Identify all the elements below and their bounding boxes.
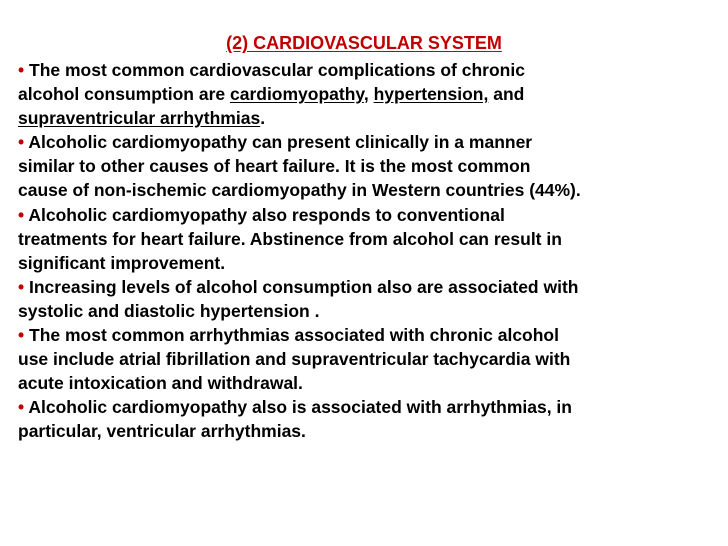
p1-text-1: The most common cardiovascular complications of chronic: [24, 60, 525, 80]
p1-sep: ,: [363, 84, 374, 105]
term-hypertension: hypertension,: [373, 84, 489, 105]
p2-line-1: [18, 130, 718, 154]
p5-line-3: acute intoxication and withdrawal.: [18, 373, 303, 394]
slide-title: [0, 31, 728, 55]
p4-line-1: [18, 275, 718, 299]
p1-text-2-end: and: [488, 84, 525, 105]
p3-line-3: significant improvement.: [18, 252, 226, 273]
bullet-icon: •: [18, 132, 25, 153]
p4-text-1: Increasing levels of alcohol consumption also are associated with: [24, 276, 579, 297]
bullet-icon: •: [18, 204, 25, 225]
bullet-icon: •: [18, 397, 25, 418]
p6-line-2: particular, ventricular arrhythmias.: [18, 421, 306, 442]
p2-line-2: similar to other causes of heart failure. It is the most common: [18, 156, 531, 177]
p2-text-1: Alcoholic cardiomyopathy can present clinically in a manner: [24, 132, 533, 153]
slide-body: [18, 58, 718, 444]
term-supraventricular-arrhythmias: supraventricular arrhythmias: [18, 108, 261, 129]
p1-line-2: [18, 82, 718, 106]
p3-line-1: [18, 203, 718, 227]
term-cardiomyopathy: cardiomyopathy: [229, 84, 364, 105]
bullet-icon: •: [18, 325, 25, 346]
p1-text-2a: alcohol consumption are: [18, 84, 230, 105]
p1-line-1: [18, 58, 718, 82]
p1-line-3: [18, 106, 718, 130]
p6-text-1: Alcoholic cardiomyopathy also is associated with arrhythmias, in: [24, 397, 572, 418]
bullet-icon: •: [18, 60, 25, 80]
p3-line-2: treatments for heart failure. Abstinence from alcohol can result in: [18, 228, 562, 249]
p6-line-1: [18, 395, 718, 419]
p5-text-1: The most common arrhythmias associated with chronic alcohol: [24, 325, 559, 346]
p2-line-3: cause of non-ischemic cardiomyopathy in Western countries (44%).: [18, 180, 581, 201]
p1-text-3-end: .: [260, 108, 266, 129]
p4-line-2: systolic and diastolic hypertension .: [18, 300, 320, 321]
slide-title-text: (2) CARDIOVASCULAR SYSTEM: [226, 33, 502, 53]
bullet-icon: •: [18, 276, 25, 297]
p3-text-1: Alcoholic cardiomyopathy also responds to conventional: [24, 204, 505, 225]
p5-line-1: [18, 323, 718, 347]
p5-line-2: use include atrial fibrillation and supraventricular tachycardia with: [18, 349, 571, 370]
